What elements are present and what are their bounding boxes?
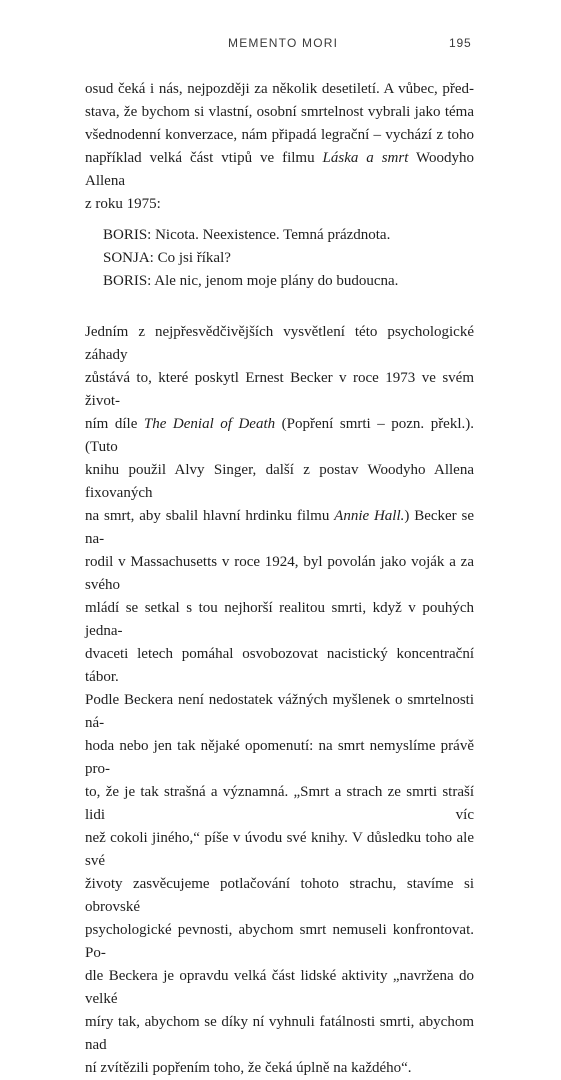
text-segment: Woodyho Allena (85, 150, 475, 189)
paragraph-2 (85, 321, 474, 1080)
text-line: dvaceti letech pomáhal osvobozovat nacistický koncentrační tábor. (85, 646, 474, 685)
text-line: než cokoli jiného,“ píše v úvodu své knihy. V důsledku toho ale své (85, 830, 474, 869)
text-line (85, 505, 474, 551)
dialogue-line: BORIS: Ale nic, jenom moje plány do budoucna. (103, 273, 399, 289)
dialogue-line: BORIS: Nicota. Neexistence. Temná prázdnota. (103, 227, 391, 243)
text-segment: na smrt, aby sbalil hlavní hrdinku filmu (85, 508, 335, 524)
dialogue-line: SONJA: Co jsi říkal? (103, 250, 231, 266)
text-line: to, že je tak strašná a významná. „Smrt a strach ze smrti straší lidi víc (85, 784, 474, 823)
page-number: 195 (449, 36, 472, 50)
text-line: dle Beckera je opravdu velká část lidské aktivity „navržena do velké (85, 968, 474, 1007)
film-title: Annie Hall. (334, 508, 405, 524)
running-title: MEMENTO MORI (228, 36, 339, 50)
text-line: Jedním z nejpřesvědčivějších vysvětlení této psychologické záhady (85, 324, 474, 363)
text-line: hoda nebo jen tak nějaké opomenutí: na smrt nemyslíme právě pro- (85, 738, 474, 777)
text-segment: (Popření smrti – pozn. překl.). (Tuto (85, 416, 475, 455)
text-line: osud čeká i nás, nejpozději za několik desetiletí. A vůbec, před- (85, 81, 474, 97)
text-segment: ) Becker se na- (85, 508, 475, 547)
text-line (85, 147, 474, 193)
text-line: míry tak, abychom se díky ní vyhnuli fatálnosti smrti, abychom nad (85, 1014, 474, 1053)
text-line (85, 413, 474, 459)
text-line: psychologické pevnosti, abychom smrt nemuseli konfrontovat. Po- (85, 922, 474, 961)
text-line: zůstává to, které poskytl Ernest Becker v roce 1973 ve svém život- (85, 370, 474, 409)
text-line: Podle Beckera není nedostatek vážných myšlenek o smrtelnosti ná- (85, 692, 474, 731)
text-line: rodil v Massachusetts v roce 1924, byl povolán jako voják a za svého (85, 554, 474, 593)
paragraph-1 (85, 78, 474, 216)
text-segment: například velká část vtipů ve filmu (85, 150, 323, 166)
text-line: životy zasvěcujeme potlačování tohoto strachu, stavíme si obrovské (85, 876, 474, 915)
film-title: Láska a smrt (322, 150, 409, 166)
text-line: z roku 1975: (85, 196, 161, 212)
dialogue-quote (103, 224, 474, 293)
text-line: ní zvítězili popřením toho, že čeká úplně na každého“. (85, 1060, 412, 1076)
book-title: The Denial of Death (143, 416, 276, 432)
text-line: mládí se setkal s tou nejhorší realitou smrti, když v pouhých jedna- (85, 600, 474, 639)
text-segment: ním díle (85, 416, 144, 432)
page-header (0, 36, 561, 56)
text-line: stava, že bychom si vlastní, osobní smrtelnost vybrali jako téma (85, 104, 474, 120)
text-line: knihu použil Alvy Singer, další z postav Woodyho Allena fixovaných (85, 462, 474, 501)
text-line: všednodenní konverzace, nám připadá legrační – vychází z toho (85, 127, 474, 143)
